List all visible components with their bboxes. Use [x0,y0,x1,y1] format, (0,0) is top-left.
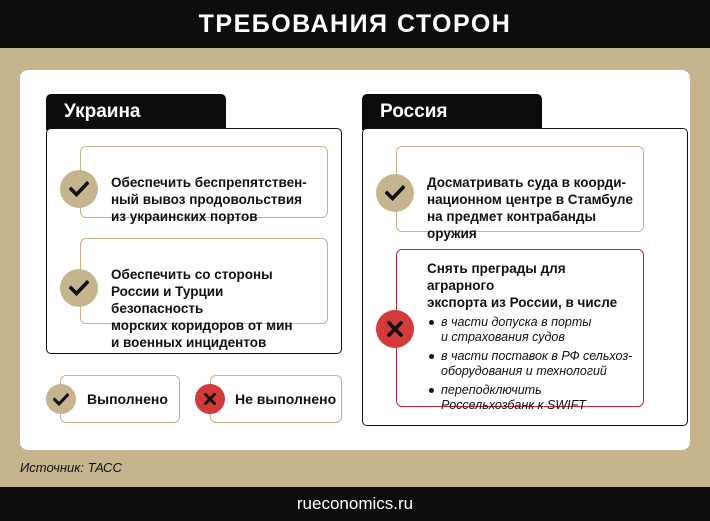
russia-demand-2-text: Снять преграды для аграрного экспорта из России, в числе [427,261,618,310]
list-item: переподключить Россельхозбанк к SWIFT [427,383,633,413]
cross-icon [195,384,225,414]
list-item: в части допуска в порты и страхования судов [427,315,633,345]
header-bar [0,0,710,48]
footer-site-link[interactable]: rueconomics.ru [296,494,414,513]
ukraine-panel [46,128,342,354]
russia-demand-1 [396,146,644,241]
ukraine-demand-2 [80,238,328,350]
russia-demand-1-text: Досматривать суда в коорди- национном центре в Стамбуле на предмет контрабанды оружия [427,175,633,241]
russia-demand-2-bullets [427,315,633,413]
tab-russia [362,94,542,130]
legend-not-done-label: Не выполнено [235,391,337,407]
tab-ukraine [46,94,226,130]
ukraine-demand-1-text: Обеспечить беспрепятствен- ный вывоз продовольствия из украинских портов [111,175,307,224]
page-title: ТРЕБОВАНИЯ СТОРОН [198,9,512,38]
russia-demand-2 [396,249,644,412]
ukraine-demand-1 [80,146,328,224]
check-icon [376,174,414,212]
check-icon [60,269,98,307]
legend-not-done [210,375,342,423]
check-icon [46,384,76,414]
content-card [20,70,690,450]
russia-panel [362,128,688,426]
tab-ukraine-label: Украина [64,101,141,122]
legend-done [60,375,180,423]
check-icon [60,170,98,208]
footer-bar [0,487,710,521]
cross-icon [376,310,414,348]
tab-russia-label: Россия [380,101,448,122]
legend-done-label: Выполнено [87,391,168,407]
list-item: в части поставок в РФ сельхоз- оборудования и технологий [427,349,633,379]
source-note: Источник: ТАСС [20,460,122,475]
ukraine-demand-2-text: Обеспечить со стороны России и Турции безопасность морских коридоров от мин и военных инцидентов [111,267,293,350]
